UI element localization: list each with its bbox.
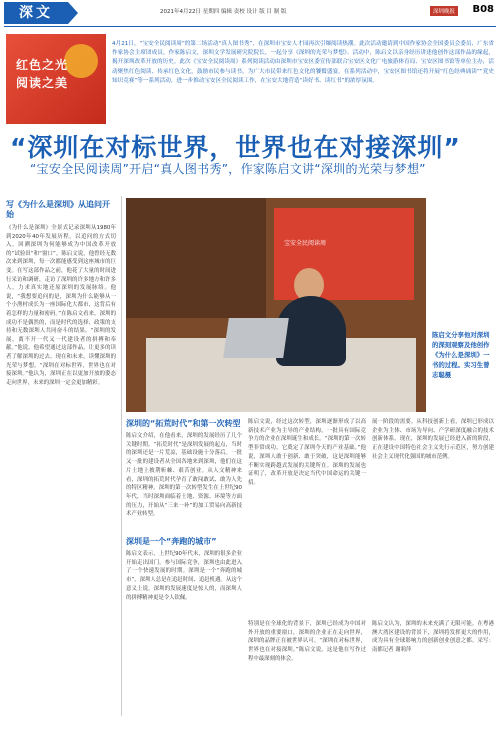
subheadline: “宝安全民阅读周”开启“真人图书秀”，作家陈启文讲“深圳的光荣与梦想” xyxy=(30,162,426,176)
section-tag: 深文 xyxy=(4,2,68,24)
left-column-heading: 写《为什么是深圳》从追问开始 xyxy=(6,200,110,219)
header-rule xyxy=(4,26,496,27)
laptop xyxy=(223,318,289,358)
headline: “深圳在对标世界，世界也在对接深圳” xyxy=(10,133,461,162)
cover-decoration xyxy=(64,44,98,78)
body-text-col4a: 展一阶段的需要。从科技创新上看，深圳已形成以企业为主体、市场为导向、产学研深度融合的技术创新体系。现在，深圳的发展已经进入新的阶段，正在建设中国特色社会主义先行示范区，努力创建社会主义现代化强国的城市范例。 xyxy=(372,419,494,460)
screen-text: 宝安全民阅读周 xyxy=(284,240,327,247)
column-divider xyxy=(121,196,122,716)
page-header xyxy=(0,0,500,26)
left-column xyxy=(6,200,116,387)
dateline: 2021年4月22日 星期四 编辑 责校 设计 版 目 制 版 xyxy=(160,9,287,15)
body-text-col2b: 陈启文表示，上世纪90年代末，深圳的很多企业开始走出国门，参与国际竞争，深圳也由此进入了一个快速发展的时期。深圳是一个“奔跑的城市”，深圳人总是在追赶时间、追赶机遇。从这个意义上说，深圳的发展速度是惊人的，而深圳人的拼搏精神更是令人钦佩。 xyxy=(126,551,242,601)
body-text-col2a: 陈启文介绍，在他看来，深圳的发展经历了几个关键时期。“拓荒时代”是深圳发展的起点，当时的深圳还是一片荒凉，基础设施十分落后。一批又一批的建设者从全国各地来到深圳，他们在这片土地上披荆斩棘、艰苦创业。从人文精神来看，深圳的拓荒时代孕育了敢闯敢试、敢为人先的特区精神。深圳的第一次转型发生在上世纪90年代，当时深圳面临着土地、资源、环境等方面的压力，开始从“三来一补”的加工贸易向高新技术产业转型。 xyxy=(126,433,242,518)
cover-title-line1: 红色之光 xyxy=(16,58,69,72)
photo-caption: 陈启文分享他对深圳的深刻观察及他创作《为什么是深圳》一书的过程。实习生曾志聪摄 xyxy=(432,331,490,379)
left-column-text: 《为什么是深圳》全景式记录深圳从1980年到2020年40年发展历程，以追问的方式切入，回溯深圳为何能够成为中国改革开放的“试验田”和“窗口”。陈启文说，他曾经无数次来到深圳，每一次都能感受到这座城市的巨变。在写这部作品之前，他花了大量的时间进行采访和调研，走访了深圳的许多地方和许多人，力求真实地还原深圳的发展脉络。他说，“我想要追问的是，深圳为什么能够从一个小渔村成长为一座国际化大都市，这背后有着怎样的力量和密码。”在陈启文看来，深圳的成功不是偶然的，而是时代的选择、政策的支持和无数深圳人共同奋斗的结果。“深圳的发展，离不开一代又一代建设者的拼搏和奉献。”他说，他希望通过这部作品，让更多的读者了解深圳的过去、现在和未来，读懂深圳的光荣与梦想。“深圳在对标世界，世界也在对接深圳。”他认为，深圳正在以更加开放的姿态走向世界，未来的深圳一定会更加精彩。 xyxy=(6,225,116,386)
cover-title-line2: 阅读之美 xyxy=(16,76,69,90)
book-cover-image xyxy=(6,34,106,124)
section-heading-1: 深圳的“拓荒时代”和第一次转型 xyxy=(126,419,241,428)
paper-tag: 深圳晚报 xyxy=(430,6,458,16)
page-number: B08 xyxy=(472,4,494,15)
event-photo xyxy=(126,198,426,412)
photo-wall xyxy=(126,198,266,318)
section-heading-2: 深圳是一个“奔跑的城市” xyxy=(126,537,217,546)
body-text-col3b: 特别是在全球化的背景下，深圳已经成为中国对外开放的重要窗口，深圳的企业正在走向世界，深圳的品牌正在被世界认可。“深圳在对标世界，世界也在对接深圳。”陈启文说，这是他在写作过程中最深刻的体会。 xyxy=(248,621,366,662)
body-text-col4b: 陈启文认为，深圳的未来充满了无限可能。在粤港澳大湾区建设的背景下，深圳将发挥更大的作用，成为具有全球影响力的创新创业创意之都。采写：南都记者 谢莉萍 xyxy=(372,621,494,654)
lead-paragraph: 4月21日，“宝安全民阅读周”的第二场活动“真人图书秀”，在深圳市宝安人才园再次引爆阅读热潮。此次活动邀请到中国作家协会全国委员会委员、广东省作家协会主席团成员，作家陈启文，深圳文学发展研究院院长，一起分享《深圳的光荣与梦想》。活动中，陈启文以亲身经历讲述他创作这部作品的缘起，揭开深圳改革开放的历史。此次《宝安全民阅读周》系列阅读活动由深圳市宝安区委宣传部联合宝安区文化广电旅游体育局、宝安区图书馆等单位主办，活动聚焦红色阅读、传承红色文化，鼓励市民参与读书，为广大市民带来红色文化的饕餮盛宴。在系列活动中，宝安区图书馆还将开展“红色经典诵读”“党史知识竞赛”等一系列活动，进一步推动宝安区全民阅读工作，在宝安大地营造“读好书、读红书”的浓厚氛围。 xyxy=(112,41,494,84)
body-text-col3a: 陈启文说，经过这次转型，深圳逐渐形成了以高新技术产业为主导的产业结构，一批具有国际竞争力的企业在深圳诞生和成长。“深圳的第一次转型非常成功，它奠定了深圳今天的产业基础。”他说，深圳人敢于创新、敢于突破，这是深圳能够不断实现跨越式发展的关键所在。深圳的发展也证明了，改革开放是决定当代中国命运的关键一招。 xyxy=(248,419,366,486)
